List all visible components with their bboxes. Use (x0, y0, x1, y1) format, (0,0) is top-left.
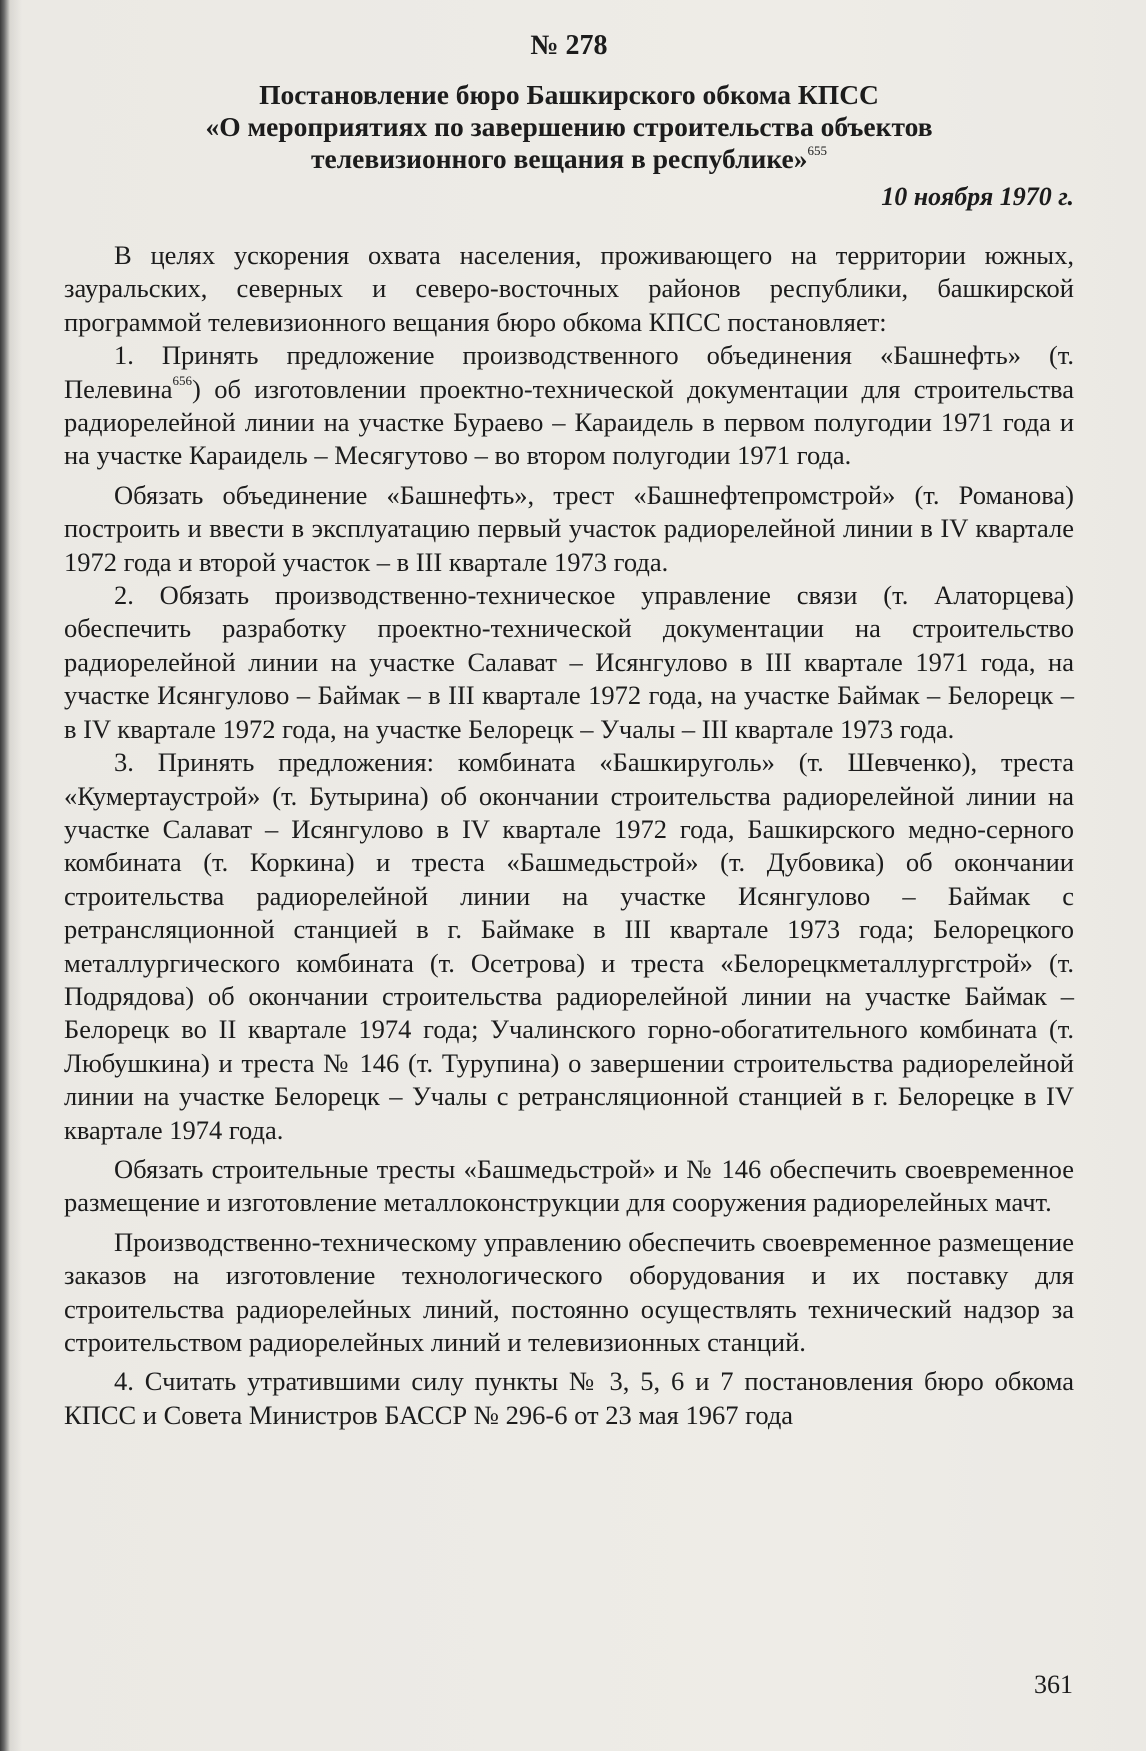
document-date: 10 ноября 1970 г. (881, 182, 1074, 211)
page-number: 361 (1034, 1670, 1073, 1699)
page-content (64, 30, 1074, 1432)
document-title: Постановление бюро Башкирского обкома КПСС (259, 79, 879, 110)
item1-text-start: 1. Принять предложение производственного объединения «Башнефть» (т. Пелевина (64, 340, 1074, 404)
document-number: № 278 (530, 30, 608, 61)
paragraph-item-3-obligation: Обязать строительные тресты «Башмедьстрой» и № 146 обеспечить своевременное размещение и изготовление металлоконструкции для сооружения радиорелейных мачт. (64, 1153, 1074, 1218)
footnote-ref-656: 656 (172, 372, 193, 388)
item1-text-end: ) об изготовлении проектно-технической документации для строительства радиорелейной линии на участке Бураево – Караидель в первом полугодии 1971 года и на участке Караидель – Месягутово – во втором полугодии 1971 года. (64, 373, 1074, 471)
paragraph-item-2: 2. Обязать производственно-техническое управление связи (т. Алаторцева) обеспечить разработку проектно-технической документации на строительство радиорелейной линии на участке Салават – Исянгулово в III квартале 1971 года, на участке Исянгулово – Баймак – в III квартале 1972 года, на участке Баймак – Белорецк – в IV квартале 1972 года, на участке Белорецк – Учалы – III квартале 1973 года. (64, 580, 1074, 744)
document-subtitle-line1: «О мероприятиях по завершению строительства объектов (205, 111, 933, 142)
paragraph-item-1 (64, 339, 1074, 473)
paragraph-intro: В целях ускорения охвата населения, проживающего на территории южных, зауральских, северных и северо-восточных районов республики, башкирской программой телевизионного вещания бюро обкома КПСС постановляет: (64, 240, 1074, 337)
paragraph-item-4: 4. Считать утратившими силу пункты № 3, 5, 6 и 7 постановления бюро обкома КПСС и Совета Министров БАССР № 296-6 от 23 мая 1967 года (64, 1366, 1074, 1430)
document-subtitle-line2: телевизионного вещания в республике» (311, 143, 808, 174)
paragraph-item-3: 3. Принять предложения: комбината «Башкируголь» (т. Шевченко), треста «Кумертаустрой» (т. Бутырина) об окончании строительства радиорелейной линии на участке Салават – Исянгулово в IV квартале 1972 года, Башкирского медно-серного комбината (т. Коркина) и треста «Башмедьстрой» (т. Дубовика) об окончании строительства радиорелейной линии на участке Исянгулово – Баймак с ретрансляционной станцией в г. Баймаке в III квартале 1973 года; Белорецкого металлургического комбината (т. Осетрова) и треста «Белорецкметаллургстрой» (т. Подрядова) об окончании строительства радиорелейной линии на участке Баймак – Белорецк во II квартале 1974 года; Учалинского горно-обогатительного комбината (т. Любушкина) и треста № 146 (т. Турупина) о завершении строительства радиорелейной линии на участке Белорецк – Учалы с ретрансляционной станцией в г. Белорецке в IV квартале 1974 года. (64, 747, 1074, 1145)
document-subtitle (64, 111, 1074, 175)
paragraph-item-1-obligation: Обязать объединение «Башнефть», трест «Башнефтепромстрой» (т. Романова) построить и ввести в эксплуатацию первый участок радиорелейной линии в IV квартале 1972 года и второй участок – в III квартале 1973 года. (64, 479, 1074, 577)
footnote-ref-655: 655 (807, 143, 827, 158)
paragraph-item-3-ptu: Производственно-техническому управлению обеспечить своевременное размещение заказов на изготовление технологического оборудования и их поставку для строительства радиорелейных линий, постоянно осуществлять технический надзор за строительством радиорелейных линий и телевизионных станций. (64, 1226, 1074, 1357)
